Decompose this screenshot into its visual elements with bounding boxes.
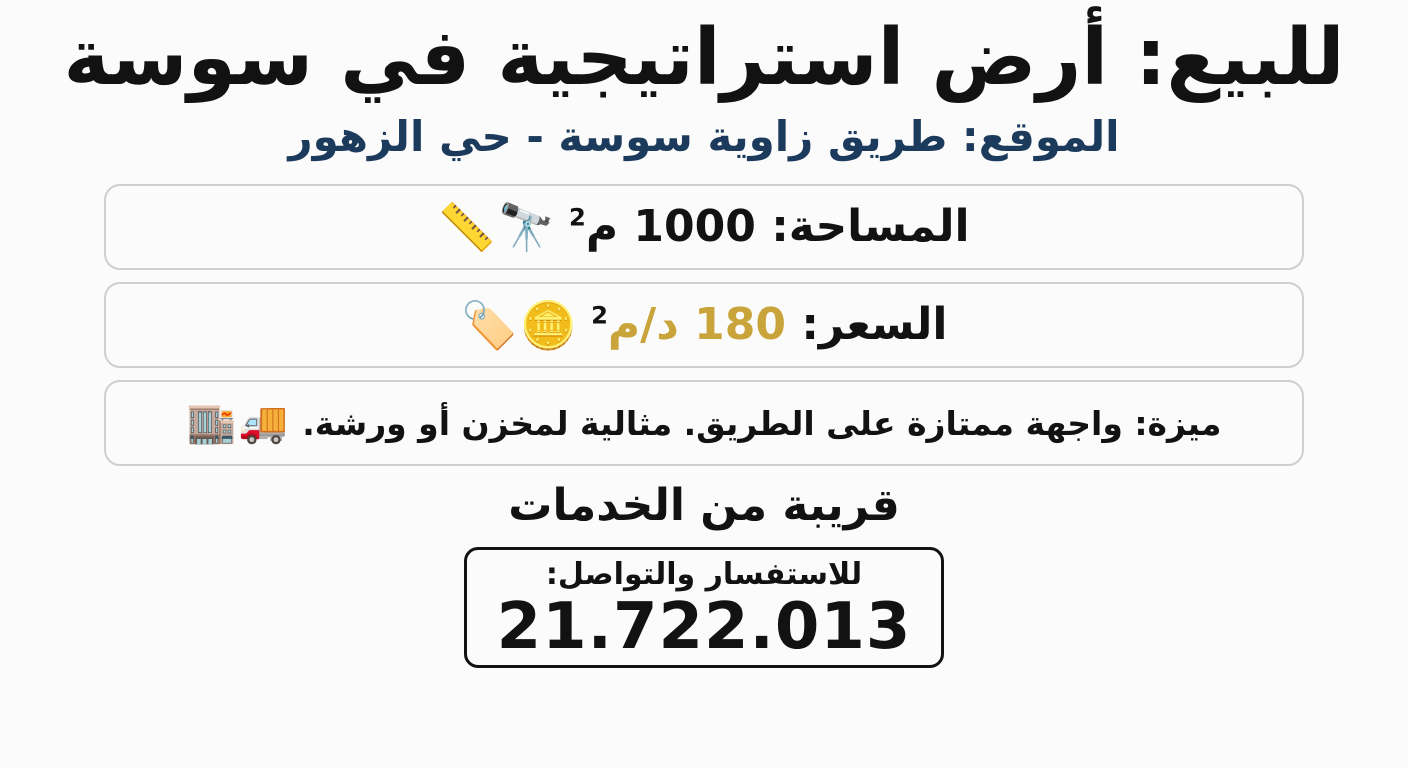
price-tag-icon: 🏷️ (460, 298, 518, 353)
location-subtitle: الموقع: طريق زاوية سوسة - حي الزهور (288, 111, 1120, 161)
price-value: 180 د/م (607, 299, 786, 351)
surveyor-level-icon: 🔭 (497, 200, 555, 255)
price-card (104, 282, 1304, 368)
detail-cards (0, 184, 1408, 466)
contact-box (464, 547, 944, 668)
area-icons (438, 200, 555, 255)
feature-text: ميزة: واجهة ممتازة على الطريق. مثالية لمخزن أو ورشة. (302, 403, 1222, 443)
price-unit-exponent: 2 (591, 301, 608, 330)
price-icons (460, 298, 578, 353)
truck-icon: 🚚 (238, 400, 289, 447)
page-title: للبيع: أرض استراتيجية في سوسة (63, 13, 1345, 103)
feature-card (104, 380, 1304, 466)
contact-label: للاستفسار والتواصل: (545, 557, 863, 593)
area-text: المساحة: 1000 م$^2$ (568, 201, 970, 253)
coins-icon: 🪙 (519, 298, 578, 353)
tape-measure-icon: 📏 (438, 200, 496, 255)
area-card (104, 184, 1304, 270)
price-text: السعر: 180 د/م$^2$ (591, 299, 948, 351)
area-unit-exponent: 2 (568, 203, 586, 232)
contact-phone[interactable]: 21.722.013 (496, 590, 912, 665)
warehouse-icon: 🏬 (186, 400, 237, 447)
feature-icons (186, 400, 289, 447)
services-tagline: قريبة من الخدمات (508, 480, 900, 532)
